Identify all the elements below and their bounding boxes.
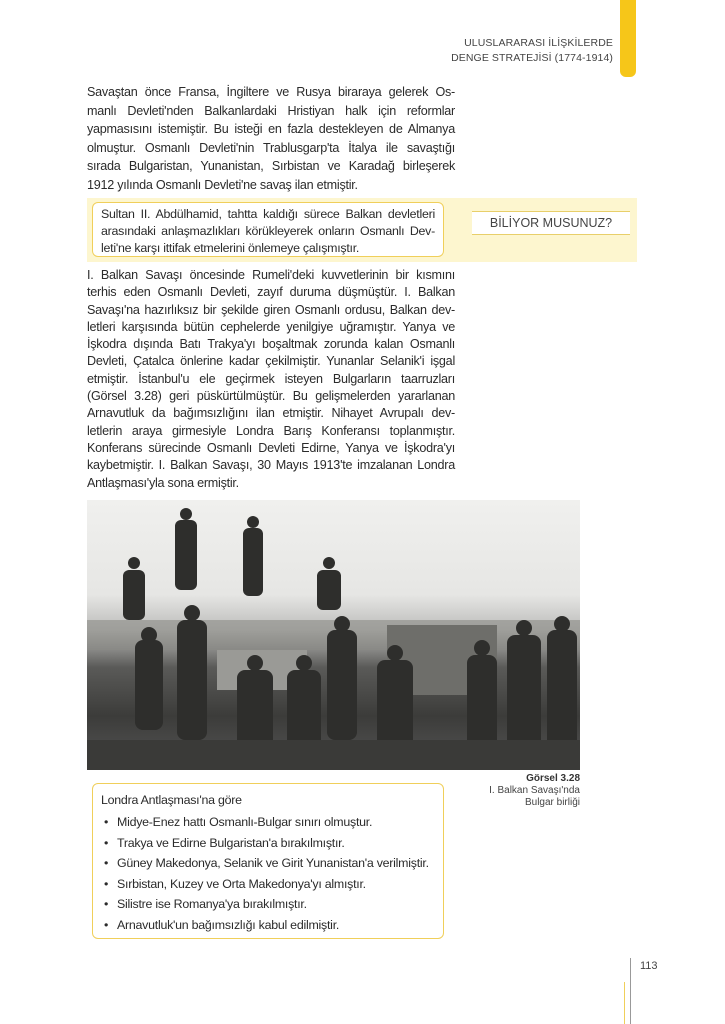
chapter-header xyxy=(451,36,613,66)
page-number: 113 xyxy=(640,960,658,972)
did-you-know-label: BİLİYOR MUSUNUZ? xyxy=(472,211,630,235)
text-line: arasındaki anlaşmazlıkları körükleyerek onların Osmanlı Dev- xyxy=(101,224,435,238)
info-box xyxy=(92,202,444,257)
figure-caption-line2: Bulgar birliği xyxy=(524,797,580,808)
figure-caption xyxy=(489,773,580,809)
text-line: yapmasısını istemiştir. Bu isteği en fazla destekleyen de Almanya xyxy=(87,122,455,137)
text-line: Sultan II. Abdülhamid, tahtta kaldığı sürece Balkan devletleri xyxy=(101,207,435,221)
text-line: Savaştan önce Fransa, İngiltere ve Rusya biraraya gelerek Os- xyxy=(87,85,455,99)
chapter-header-line1: ULUSLARARASI İLİŞKİLERDE xyxy=(464,37,613,49)
historical-photo xyxy=(87,500,580,770)
text-line: kaybetmiştir. I. Balkan Savaşı, 30 Mayıs 1913'te imzalanan Londra xyxy=(87,458,455,473)
text-line: Antlaşması'yla sona ermiştir. xyxy=(87,475,239,490)
list-item: • Güney Makedonya, Selanik ve Girit Yunanistan'a verilmiştir. xyxy=(101,853,435,874)
text-line: letleri karşısında bütün cephelerde yenilgiye uğramıştır. Yanya ve xyxy=(87,319,455,334)
text-line: I. Balkan Savaşı öncesinde Rumeli'deki kuvvetlerinin bir kısmını xyxy=(87,268,455,282)
text-line: (Görsel 3.28) geri püskürtülmüştür. Bu gelişmelerden yararlanan xyxy=(87,389,455,404)
soldiers-photo-illustration xyxy=(87,500,580,770)
paragraph-balkan-war xyxy=(87,267,455,492)
text-line: leti'ne karşı ittifak etmelerini önlemeye çalışmıştır. xyxy=(101,241,360,255)
text-line: 1912 yılında Osmanlı Devleti'ne savaş ilan etmiştir. xyxy=(87,177,358,192)
figure-caption-line1: I. Balkan Savaşı'nda xyxy=(489,785,580,796)
text-line: etmiştir. İstanbul'u ele geçirmek isteyen Bulgarların taarruzları xyxy=(87,371,455,386)
text-line: olmuştur. Osmanlı Devleti'nin Trablusgarp'ta İtalya ile savaştığı xyxy=(87,140,455,155)
chapter-tab xyxy=(620,0,636,77)
text-line: Arnavutluk da bağımsızlığını ilan etmiştir. Nihayet Avrupalı dev- xyxy=(87,406,455,421)
text-line: terhis eden Osmanlı Devleti, zayıf duruma düşmüştür. I. Balkan xyxy=(87,285,455,300)
page-divider xyxy=(630,958,631,1024)
text-line: manlı Devleti'nden Balkanlardaki Hristiyan halk için reformlar xyxy=(87,103,455,118)
list-item: • Midye-Enez hattı Osmanlı-Bulgar sınırı olmuştur. xyxy=(101,812,435,833)
list-item: • Sırbistan, Kuzey ve Orta Makedonya'yı almıştır. xyxy=(101,874,435,895)
list-item: • Arnavutluk'un bağımsızlığı kabul edilmiştir. xyxy=(101,915,435,936)
text-line: Konferans sürecinde Osmanlı Devleti Edirne, Yanya ve İşkodra'yı xyxy=(87,440,455,455)
treaty-list-title: Londra Antlaşması'na göre xyxy=(101,793,242,807)
text-line: İşkodra dışında Batı Trakya'yı boşaltmak zorunda kalan Osmanlı xyxy=(87,337,455,352)
text-line: letlerin araya girmesiyle Londra Barış Konferansı toplanmıştır. xyxy=(87,423,455,438)
text-line: sırada Bulgaristan, Yunanistan, Sırbistan ve Karadağ birleşerek xyxy=(87,159,455,174)
paragraph-intro xyxy=(87,83,455,195)
text-line: Savaşı'na hazırlıksız bir şekilde giren Osmanlı ordusu, Balkan dev- xyxy=(87,302,455,317)
list-item: • Silistre ise Romanya'ya bırakılmıştır. xyxy=(101,894,435,915)
chapter-header-line2: DENGE STRATEJİSİ (1774-1914) xyxy=(451,52,613,64)
treaty-list-box xyxy=(92,783,444,939)
text-line: Devleti, Çatalca önlerine kadar çekilmiştir. Yunanlar Selanik'i işgal xyxy=(87,354,455,369)
figure-label: Görsel 3.28 xyxy=(526,773,580,784)
page-divider-accent xyxy=(624,982,625,1024)
list-item: • Trakya ve Edirne Bulgaristan'a bırakılmıştır. xyxy=(101,833,435,854)
treaty-list xyxy=(101,812,435,935)
